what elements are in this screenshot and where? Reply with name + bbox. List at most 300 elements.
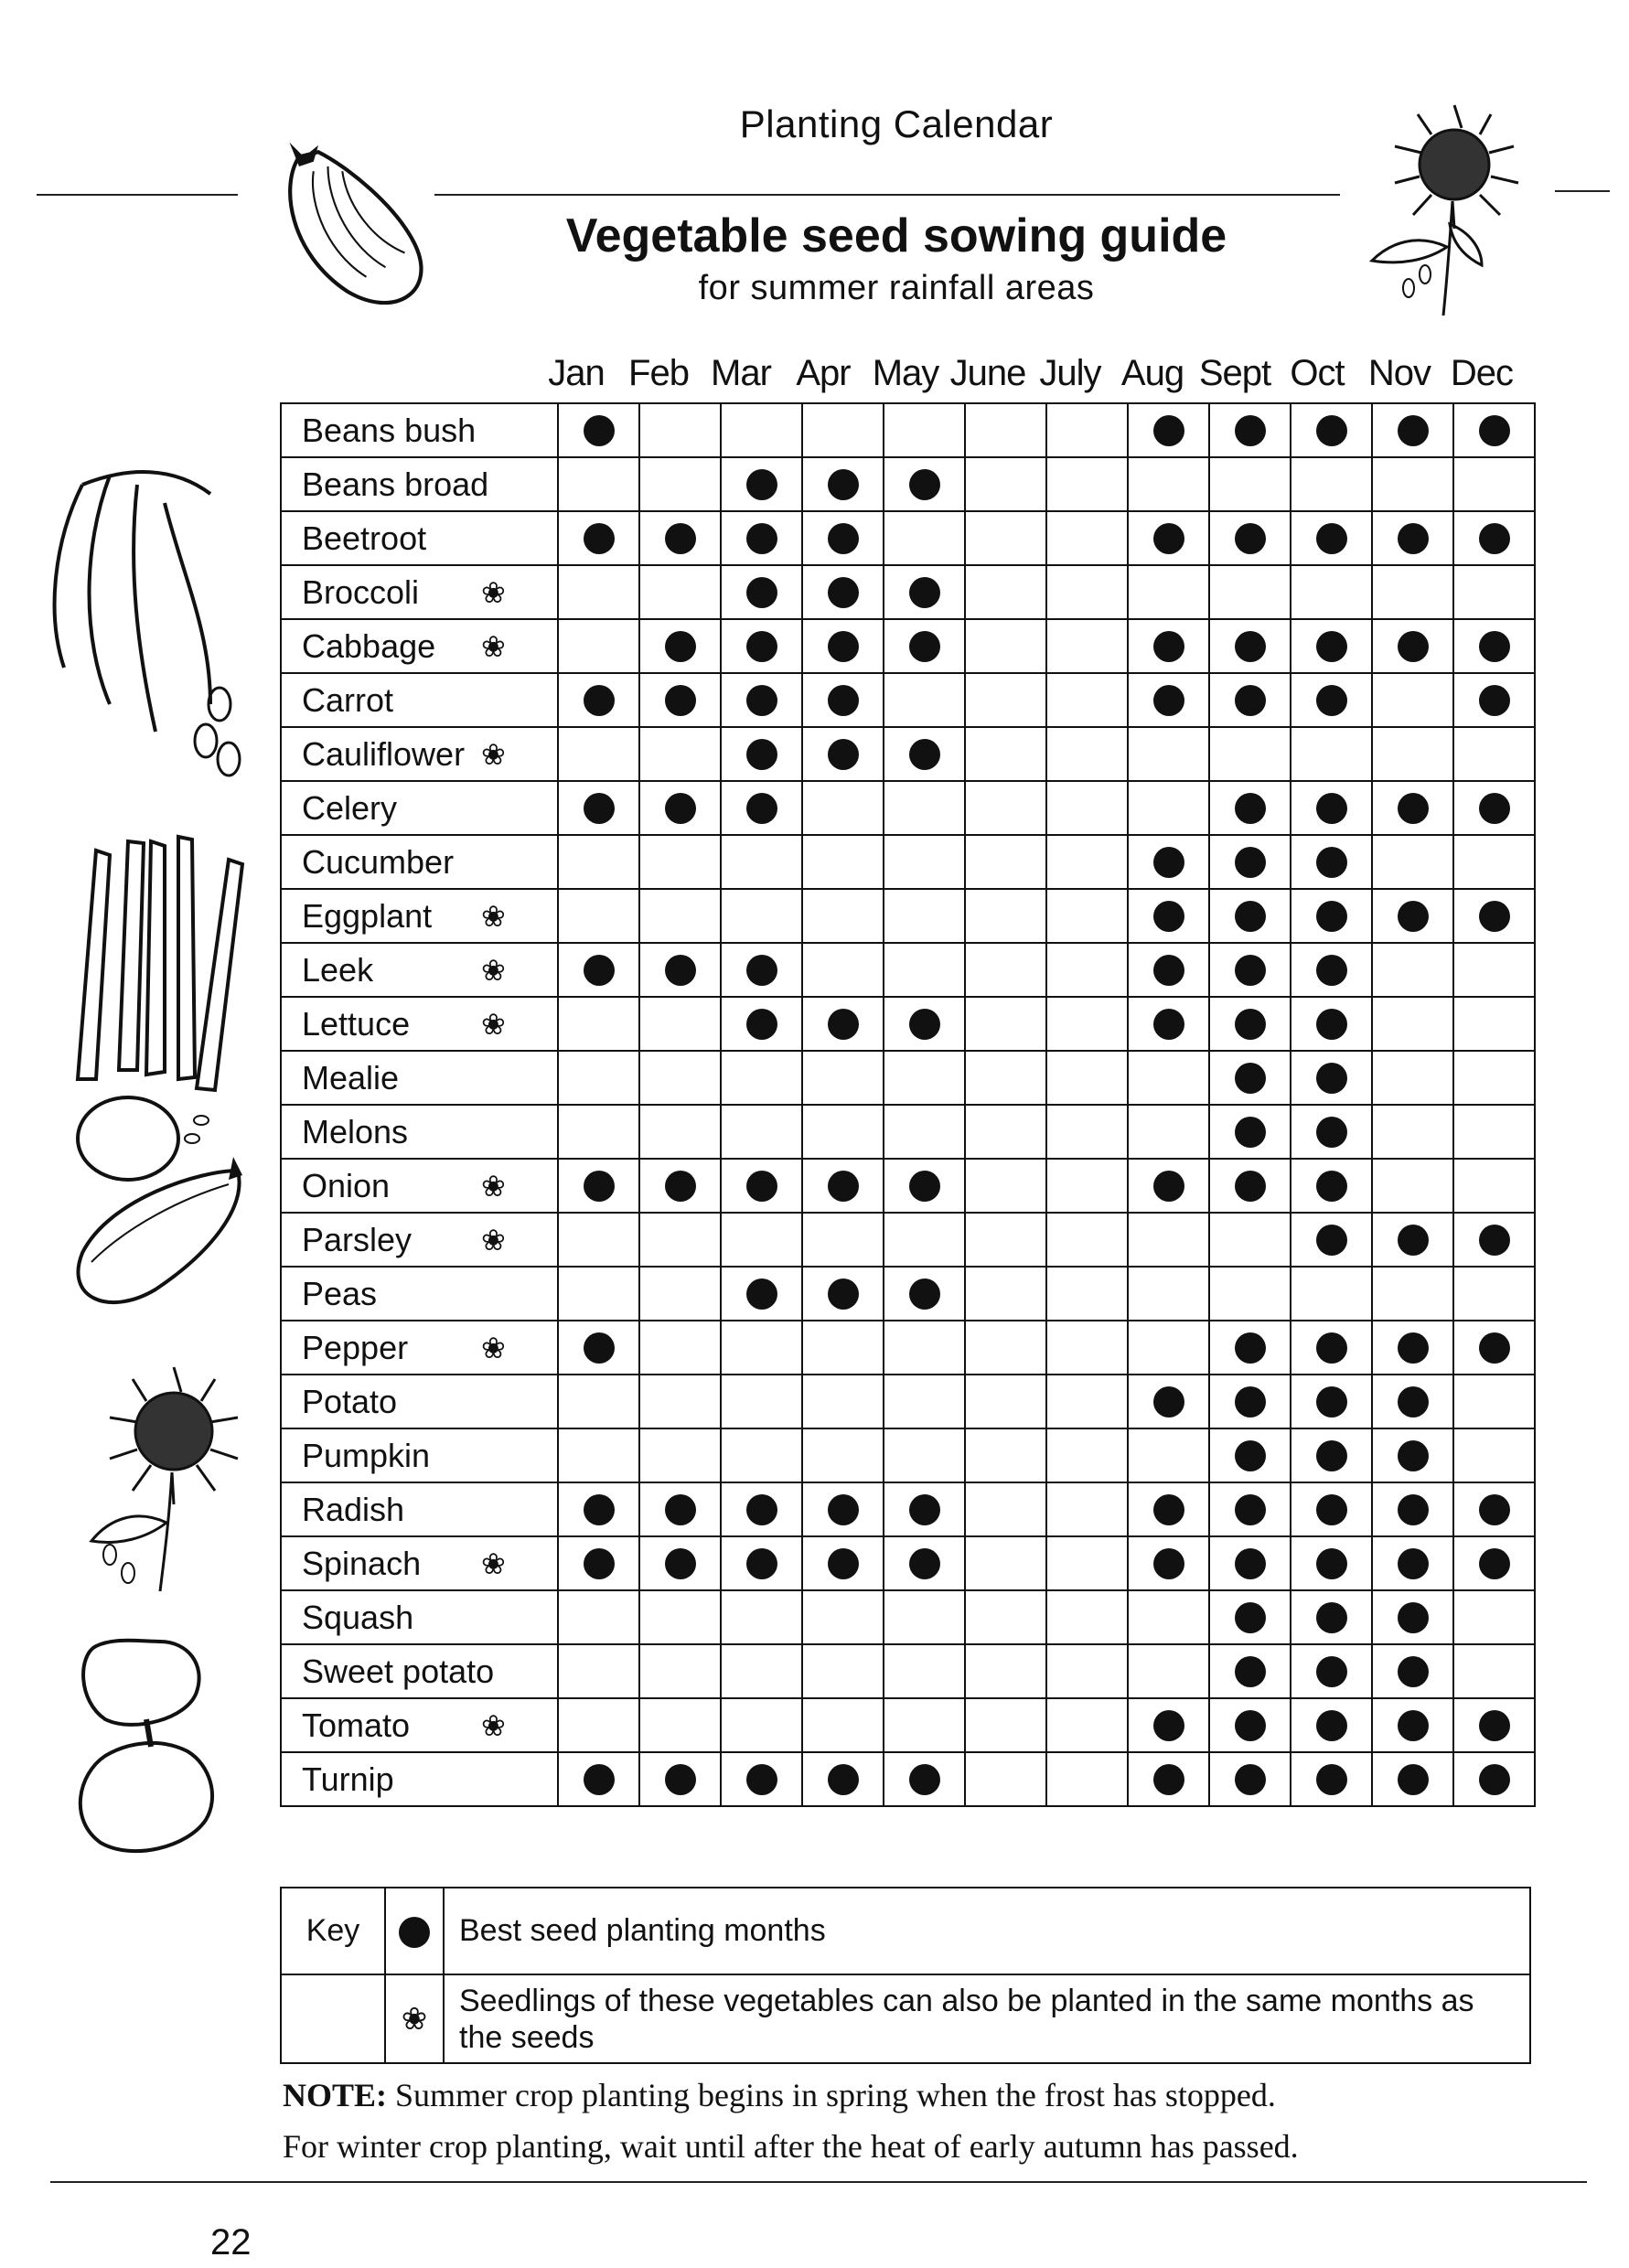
month-cell-aug xyxy=(1128,1213,1209,1267)
month-header-nov: Nov xyxy=(1367,353,1431,393)
month-cell-may xyxy=(884,1752,965,1806)
header-rule-center xyxy=(434,194,1340,196)
month-cell-july xyxy=(1046,457,1128,511)
month-cell-dec xyxy=(1453,889,1535,943)
sowing-dot xyxy=(746,523,777,554)
note-text-1: Summer crop planting begins in spring when the frost has stopped. xyxy=(387,2077,1276,2113)
month-cell-nov xyxy=(1372,1213,1453,1267)
header-title: Planting Calendar xyxy=(739,102,1054,145)
month-cell-dec xyxy=(1453,1159,1535,1213)
table-row xyxy=(281,943,1535,997)
sowing-dot xyxy=(746,1548,777,1579)
sowing-dot xyxy=(1398,793,1429,824)
sowing-dot xyxy=(1235,523,1266,554)
month-cell-may xyxy=(884,835,965,889)
vegetable-name: Cauliflower xyxy=(302,734,466,773)
month-cell-oct xyxy=(1291,1698,1372,1752)
table-row xyxy=(281,1482,1535,1536)
sowing-dot xyxy=(1235,1009,1266,1040)
month-cell-apr xyxy=(802,565,884,619)
month-cell-oct xyxy=(1291,1644,1372,1698)
sowing-dot xyxy=(1316,1764,1347,1795)
month-cell-july xyxy=(1046,1375,1128,1428)
month-cell-dec xyxy=(1453,403,1535,457)
month-cell-mar xyxy=(721,403,802,457)
month-cell-feb xyxy=(639,1536,721,1590)
sowing-dot xyxy=(1316,1063,1347,1094)
sowing-dot xyxy=(746,1171,777,1202)
month-cell-june xyxy=(965,457,1046,511)
month-cell-may xyxy=(884,1375,965,1428)
month-cell-dec xyxy=(1453,619,1535,673)
month-cell-july xyxy=(1046,1698,1128,1752)
page-number: 22 xyxy=(210,2222,252,2263)
sowing-dot xyxy=(1316,415,1347,446)
sowing-dot xyxy=(828,1548,859,1579)
month-cell-jan xyxy=(558,673,639,727)
sowing-dot xyxy=(828,1171,859,1202)
month-cell-sept xyxy=(1209,1698,1291,1752)
month-cell-oct xyxy=(1291,997,1372,1051)
month-cell-july xyxy=(1046,1213,1128,1267)
month-cell-jan xyxy=(558,997,639,1051)
sowing-dot xyxy=(665,685,696,716)
month-cell-dec xyxy=(1453,1590,1535,1644)
month-cell-dec xyxy=(1453,1267,1535,1321)
sowing-dot xyxy=(1398,1548,1429,1579)
vegetable-cell xyxy=(281,997,558,1051)
month-cell-oct xyxy=(1291,1536,1372,1590)
month-cell-nov xyxy=(1372,1698,1453,1752)
sowing-dot xyxy=(909,739,940,770)
month-cell-dec xyxy=(1453,1752,1535,1806)
vegetable-cell xyxy=(281,1482,558,1536)
month-cell-june xyxy=(965,1267,1046,1321)
month-cell-feb xyxy=(639,1213,721,1267)
vegetable-name: Melons xyxy=(302,1112,409,1150)
month-header-jan: Jan xyxy=(548,353,605,393)
month-cell-may xyxy=(884,457,965,511)
month-cell-oct xyxy=(1291,565,1372,619)
month-cell-june xyxy=(965,727,1046,781)
month-cell-nov xyxy=(1372,1752,1453,1806)
month-cell-nov xyxy=(1372,673,1453,727)
month-cell-apr xyxy=(802,1267,884,1321)
sowing-dot xyxy=(1316,1548,1347,1579)
sowing-dot xyxy=(828,1494,859,1525)
vegetable-name: Spinach xyxy=(302,1544,422,1582)
month-cell-apr xyxy=(802,511,884,565)
month-cell-nov xyxy=(1372,943,1453,997)
sowing-dot xyxy=(665,793,696,824)
month-cell-apr xyxy=(802,619,884,673)
vegetable-name: Carrot xyxy=(302,680,394,719)
month-cell-aug xyxy=(1128,889,1209,943)
sowing-dot xyxy=(584,1171,615,1202)
month-cell-july xyxy=(1046,1752,1128,1806)
month-cell-dec xyxy=(1453,1375,1535,1428)
vegetable-cell xyxy=(281,943,558,997)
table-row xyxy=(281,835,1535,889)
sowing-dot xyxy=(1398,1656,1429,1687)
sowing-dot xyxy=(1153,1009,1184,1040)
month-cell-july xyxy=(1046,673,1128,727)
month-cell-june xyxy=(965,1213,1046,1267)
month-cell-jan xyxy=(558,457,639,511)
sowing-dot xyxy=(1398,415,1429,446)
month-cell-sept xyxy=(1209,619,1291,673)
month-cell-jan xyxy=(558,1482,639,1536)
month-cell-aug xyxy=(1128,727,1209,781)
month-cell-july xyxy=(1046,727,1128,781)
month-cell-apr xyxy=(802,1051,884,1105)
vegetable-cell xyxy=(281,1105,558,1159)
month-cell-june xyxy=(965,1752,1046,1806)
month-cell-nov xyxy=(1372,1267,1453,1321)
footer-rule xyxy=(50,2181,1587,2183)
vegetable-cell xyxy=(281,565,558,619)
sowing-dot xyxy=(1235,1548,1266,1579)
month-cell-nov xyxy=(1372,1159,1453,1213)
month-cell-apr xyxy=(802,835,884,889)
sowing-dot xyxy=(1235,1386,1266,1418)
month-cell-july xyxy=(1046,781,1128,835)
month-cell-jan xyxy=(558,1590,639,1644)
sowing-dot xyxy=(1235,1602,1266,1633)
month-cell-july xyxy=(1046,1105,1128,1159)
sowing-dot xyxy=(1316,631,1347,662)
flower-icon: ❀ xyxy=(481,575,506,609)
month-cell-jan xyxy=(558,1536,639,1590)
sowing-dot xyxy=(1479,1332,1510,1364)
table-row xyxy=(281,673,1535,727)
month-cell-nov xyxy=(1372,1051,1453,1105)
sowing-dot xyxy=(1153,523,1184,554)
month-cell-may xyxy=(884,727,965,781)
vegetable-name: Peas xyxy=(302,1274,378,1312)
month-cell-sept xyxy=(1209,1428,1291,1482)
month-cell-aug xyxy=(1128,619,1209,673)
sowing-dot xyxy=(1153,847,1184,878)
sowing-dot xyxy=(1235,793,1266,824)
month-cell-aug xyxy=(1128,1752,1209,1806)
vegetable-name: Beans broad xyxy=(302,465,489,503)
month-cell-june xyxy=(965,1375,1046,1428)
month-cell-july xyxy=(1046,889,1128,943)
month-cell-sept xyxy=(1209,457,1291,511)
month-cell-mar xyxy=(721,673,802,727)
sowing-dot xyxy=(1479,415,1510,446)
month-cell-oct xyxy=(1291,1590,1372,1644)
sowing-dot xyxy=(1235,1710,1266,1741)
month-cell-dec xyxy=(1453,1321,1535,1375)
sowing-dot xyxy=(1479,1225,1510,1256)
flower-icon: ❀ xyxy=(481,1331,506,1364)
vegetable-name: Beans bush xyxy=(302,411,477,449)
sowing-dot xyxy=(1235,1117,1266,1148)
month-cell-july xyxy=(1046,511,1128,565)
month-cell-apr xyxy=(802,997,884,1051)
vegetable-name: Onion xyxy=(302,1166,391,1204)
month-cell-jan xyxy=(558,1698,639,1752)
month-cell-sept xyxy=(1209,889,1291,943)
month-cell-july xyxy=(1046,1321,1128,1375)
table-row xyxy=(281,997,1535,1051)
sowing-dot xyxy=(1316,523,1347,554)
month-header-feb: Feb xyxy=(628,353,689,393)
month-cell-mar xyxy=(721,1213,802,1267)
month-cell-july xyxy=(1046,997,1128,1051)
month-cell-aug xyxy=(1128,1536,1209,1590)
key-table xyxy=(280,1887,1531,2064)
sowing-dot xyxy=(1153,1386,1184,1418)
month-cell-feb xyxy=(639,943,721,997)
month-cell-mar xyxy=(721,619,802,673)
month-cell-oct xyxy=(1291,889,1372,943)
sowing-dot xyxy=(1316,1656,1347,1687)
month-header-may: May xyxy=(872,353,939,393)
sowing-dot xyxy=(909,1009,940,1040)
table-row xyxy=(281,1375,1535,1428)
month-cell-feb xyxy=(639,1590,721,1644)
month-cell-aug xyxy=(1128,511,1209,565)
month-cell-june xyxy=(965,511,1046,565)
month-cell-aug xyxy=(1128,1105,1209,1159)
table-row xyxy=(281,1213,1535,1267)
month-cell-jan xyxy=(558,511,639,565)
sowing-dot xyxy=(665,1494,696,1525)
month-cell-june xyxy=(965,619,1046,673)
sowing-dot xyxy=(1316,793,1347,824)
month-cell-may xyxy=(884,511,965,565)
month-cell-oct xyxy=(1291,511,1372,565)
vegetable-name: Turnip xyxy=(302,1760,394,1798)
month-cell-apr xyxy=(802,1590,884,1644)
month-cell-nov xyxy=(1372,1482,1453,1536)
table-row xyxy=(281,1752,1535,1806)
vegetable-cell xyxy=(281,781,558,835)
sowing-dot xyxy=(1398,1332,1429,1364)
month-cell-sept xyxy=(1209,1536,1291,1590)
month-cell-apr xyxy=(802,673,884,727)
month-cell-july xyxy=(1046,1051,1128,1105)
month-cell-dec xyxy=(1453,1051,1535,1105)
month-cell-mar xyxy=(721,1644,802,1698)
month-cell-jan xyxy=(558,565,639,619)
sowing-dot xyxy=(1235,1440,1266,1471)
month-cell-dec xyxy=(1453,1536,1535,1590)
flower-icon: ❀ xyxy=(481,737,506,771)
month-cell-may xyxy=(884,1213,965,1267)
month-header-mar: Mar xyxy=(711,353,771,393)
month-cell-mar xyxy=(721,997,802,1051)
month-cell-feb xyxy=(639,1428,721,1482)
month-cell-aug xyxy=(1128,1644,1209,1698)
vegetable-cell xyxy=(281,835,558,889)
month-cell-dec xyxy=(1453,997,1535,1051)
month-cell-oct xyxy=(1291,1159,1372,1213)
table-row xyxy=(281,1428,1535,1482)
month-cell-june xyxy=(965,673,1046,727)
month-cell-mar xyxy=(721,1590,802,1644)
sowing-dot xyxy=(1316,1440,1347,1471)
month-cell-oct xyxy=(1291,619,1372,673)
sunflower-illustration-side xyxy=(55,1344,265,1600)
table-row xyxy=(281,457,1535,511)
eggplant-illustration-side xyxy=(55,1143,256,1326)
sowing-dot xyxy=(1235,1656,1266,1687)
sowing-dot xyxy=(746,739,777,770)
sowing-dot xyxy=(1479,523,1510,554)
month-cell-june xyxy=(965,943,1046,997)
sowing-dot xyxy=(1479,793,1510,824)
sowing-dot xyxy=(584,685,615,716)
month-cell-jan xyxy=(558,1752,639,1806)
sowing-dot xyxy=(746,955,777,986)
month-cell-oct xyxy=(1291,403,1372,457)
sowing-dot xyxy=(828,469,859,500)
sowing-dot xyxy=(665,1548,696,1579)
month-cell-aug xyxy=(1128,1482,1209,1536)
note-line-2: For winter crop planting, wait until after the heat of early autumn has passed. xyxy=(283,2128,1299,2165)
sowing-dot xyxy=(746,1009,777,1040)
page-title: Vegetable seed sowing guide xyxy=(565,209,1227,262)
flower-icon: ❀ xyxy=(481,1223,506,1257)
month-cell-june xyxy=(965,1321,1046,1375)
month-cell-apr xyxy=(802,727,884,781)
month-cell-july xyxy=(1046,1428,1128,1482)
month-cell-nov xyxy=(1372,619,1453,673)
month-cell-mar xyxy=(721,457,802,511)
sowing-dot xyxy=(1316,955,1347,986)
table-row xyxy=(281,1698,1535,1752)
sowing-dot xyxy=(1479,1710,1510,1741)
month-header-apr: Apr xyxy=(796,353,851,393)
month-cell-mar xyxy=(721,1698,802,1752)
month-cell-june xyxy=(965,1644,1046,1698)
month-cell-sept xyxy=(1209,727,1291,781)
month-cell-feb xyxy=(639,1644,721,1698)
month-cell-nov xyxy=(1372,1428,1453,1482)
month-cell-nov xyxy=(1372,1536,1453,1590)
month-cell-feb xyxy=(639,1051,721,1105)
table-row xyxy=(281,511,1535,565)
month-cell-aug xyxy=(1128,1267,1209,1321)
table-row xyxy=(281,1105,1535,1159)
sowing-dot xyxy=(584,1764,615,1795)
sowing-dot xyxy=(584,523,615,554)
month-cell-dec xyxy=(1453,1105,1535,1159)
vegetable-name: Cabbage xyxy=(302,626,436,665)
month-cell-nov xyxy=(1372,403,1453,457)
month-header-july: July xyxy=(1039,353,1101,393)
month-cell-jan xyxy=(558,781,639,835)
month-cell-mar xyxy=(721,1428,802,1482)
sowing-dot xyxy=(665,955,696,986)
month-cell-sept xyxy=(1209,943,1291,997)
month-cell-mar xyxy=(721,1752,802,1806)
sowing-dot xyxy=(1153,685,1184,716)
month-cell-aug xyxy=(1128,997,1209,1051)
month-cell-oct xyxy=(1291,1267,1372,1321)
month-cell-oct xyxy=(1291,1051,1372,1105)
sowing-dot xyxy=(1316,1710,1347,1741)
vegetable-name: Sweet potato xyxy=(302,1652,495,1690)
table-row xyxy=(281,403,1535,457)
sowing-dot xyxy=(746,1764,777,1795)
month-cell-may xyxy=(884,1644,965,1698)
sowing-dot xyxy=(584,415,615,446)
table-row xyxy=(281,889,1535,943)
month-cell-mar xyxy=(721,943,802,997)
sowing-dot xyxy=(584,1494,615,1525)
sowing-dot xyxy=(1235,685,1266,716)
table-row xyxy=(281,1051,1535,1105)
month-cell-may xyxy=(884,889,965,943)
flower-icon: ❀ xyxy=(481,1546,506,1580)
month-cell-jan xyxy=(558,943,639,997)
sowing-dot xyxy=(909,1548,940,1579)
sowing-dot xyxy=(1398,1602,1429,1633)
month-cell-july xyxy=(1046,1482,1128,1536)
month-cell-apr xyxy=(802,889,884,943)
month-cell-nov xyxy=(1372,1105,1453,1159)
sowing-dot xyxy=(1235,1494,1266,1525)
month-cell-apr xyxy=(802,1105,884,1159)
month-cell-apr xyxy=(802,1159,884,1213)
month-cell-july xyxy=(1046,619,1128,673)
month-cell-june xyxy=(965,889,1046,943)
month-cell-sept xyxy=(1209,673,1291,727)
sowing-dot xyxy=(1479,1548,1510,1579)
month-cell-feb xyxy=(639,997,721,1051)
page-subtitle: for summer rainfall areas xyxy=(698,269,1095,307)
month-cell-may xyxy=(884,1536,965,1590)
month-cell-june xyxy=(965,565,1046,619)
month-cell-nov xyxy=(1372,1644,1453,1698)
month-cell-nov xyxy=(1372,565,1453,619)
vegetable-cell xyxy=(281,1590,558,1644)
sowing-dot xyxy=(828,1764,859,1795)
month-cell-aug xyxy=(1128,1428,1209,1482)
vegetable-cell xyxy=(281,1536,558,1590)
month-cell-nov xyxy=(1372,457,1453,511)
sowing-dot xyxy=(1398,1494,1429,1525)
flower-icon: ❀ xyxy=(401,2001,428,2037)
sowing-dot xyxy=(1153,415,1184,446)
vegetable-name: Cucumber xyxy=(302,842,455,881)
sowing-dot xyxy=(1153,901,1184,932)
month-cell-dec xyxy=(1453,673,1535,727)
pepper-illustration xyxy=(59,1619,233,1856)
sowing-dot xyxy=(1398,1225,1429,1256)
month-cell-sept xyxy=(1209,1105,1291,1159)
sowing-dot xyxy=(1235,415,1266,446)
month-cell-sept xyxy=(1209,781,1291,835)
vegetable-cell xyxy=(281,511,558,565)
month-cell-may xyxy=(884,781,965,835)
month-cell-jan xyxy=(558,403,639,457)
vegetable-name: Potato xyxy=(302,1382,398,1420)
month-cell-aug xyxy=(1128,1590,1209,1644)
month-cell-jan xyxy=(558,889,639,943)
sowing-dot xyxy=(1235,847,1266,878)
month-cell-dec xyxy=(1453,1644,1535,1698)
sowing-dot xyxy=(584,793,615,824)
sowing-dot xyxy=(1479,631,1510,662)
month-cell-jan xyxy=(558,1105,639,1159)
sowing-dot xyxy=(1316,1117,1347,1148)
